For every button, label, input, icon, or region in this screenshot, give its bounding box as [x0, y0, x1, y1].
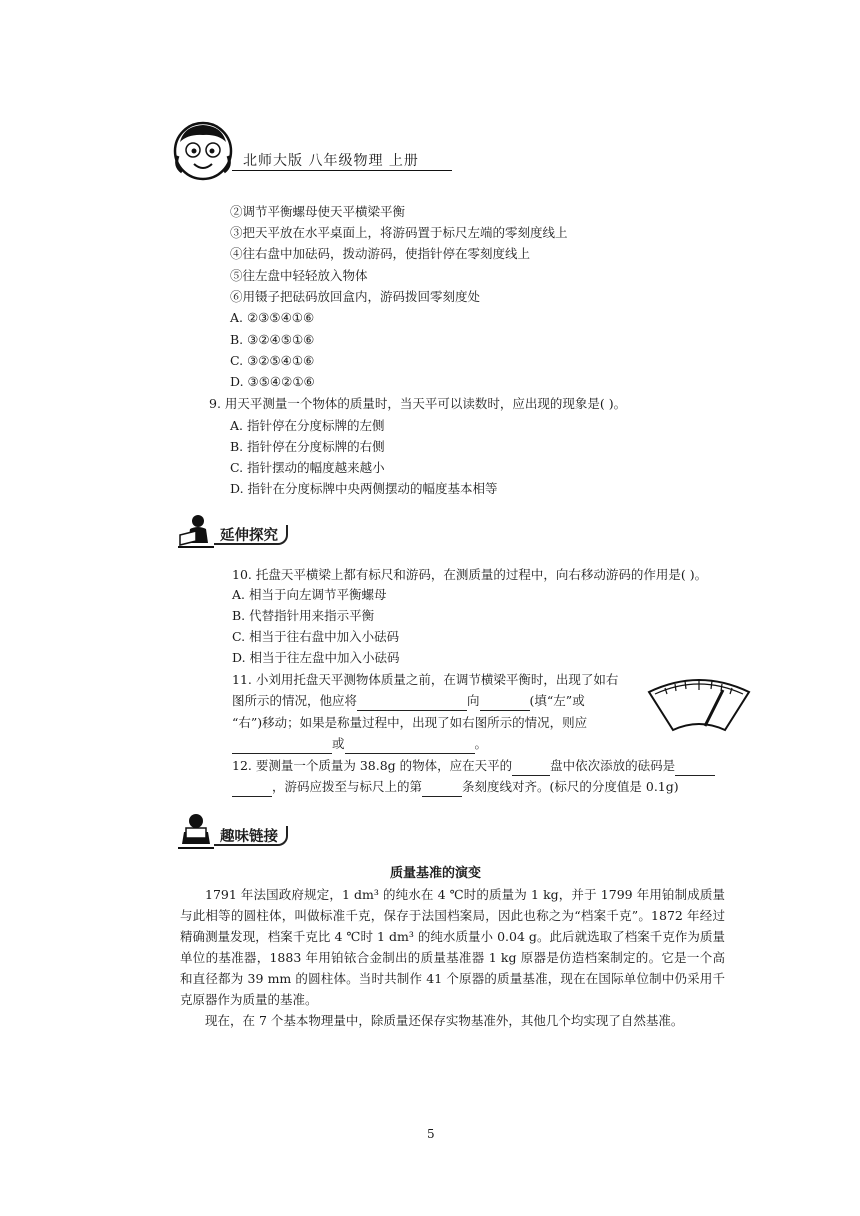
section-fun-title: 趣味链接 — [220, 828, 278, 845]
q10-stem: 10. 托盘天平横梁上都有标尺和游码，在测质量的过程中，向右移动游码的作用是( )。 — [232, 567, 708, 582]
q11-line-4-text-b: 或 — [332, 736, 345, 751]
q10-option-b: B. 代替指针用来指示平衡 — [232, 608, 375, 623]
q12-line-1-text-a: 12. 要测量一个质量为 38.8g 的物体，应在天平的 — [232, 758, 513, 773]
q11-line-2 — [232, 691, 585, 711]
q9-option-d: D. 指针在分度标牌中央两侧摆动的幅度基本相等 — [230, 481, 498, 496]
balance-dial-figure — [643, 668, 755, 740]
article-paragraph-1: 1791 年法国政府规定，1 dm³ 的纯水在 4 ℃时的质量为 1 kg，并于 1799 年用铂制成质量与此相等的圆柱体，叫做标准千克，保存于法国档案局，因此也称之为“档案千克”。1872 年经过精确测量发现，档案千克比 4 ℃时 1 dm³ 的纯水质量小 0.04 g。此后就选取了档案千克作为质量单位的基准器，1883 年用铂铱合金制出的质量基准器 1 kg 原器是仿造档案制定的。它是一个高和直径都为 39 mm 的圆柱体。当时共制作 41 个原器的质量基准，现在在国际单位制中仍采用千克原器作为质量的基准。 — [180, 887, 725, 1007]
page-number: 5 — [427, 1127, 435, 1141]
reading-figure-icon — [176, 513, 216, 549]
q11-blank-2[interactable] — [480, 696, 530, 711]
q8-option-a: A. ②③⑤④①⑥ — [230, 310, 315, 325]
section-extend-banner — [176, 517, 336, 547]
q10-option-d: D. 相当于往左盘中加入小砝码 — [232, 650, 400, 665]
article-title: 质量基准的演变 — [390, 866, 482, 881]
q9-option-a: A. 指针停在分度标牌的左侧 — [230, 418, 385, 433]
q9-option-b: B. 指针停在分度标牌的右侧 — [230, 439, 385, 454]
q10-option-a: A. 相当于向左调节平衡螺母 — [232, 587, 387, 602]
q12-blank-3[interactable] — [232, 782, 272, 797]
section-fun-banner — [176, 818, 336, 848]
q8-option-d: D. ③⑤④②①⑥ — [230, 374, 315, 389]
q12-line-2 — [232, 777, 679, 797]
section-fun-box — [214, 826, 288, 846]
q11-line-3: “右”)移动；如果是称量过程中，出现了如右图所示的情况，则应 — [232, 715, 588, 730]
section-extend-box — [214, 525, 288, 545]
q11-line-1: 11. 小刘用托盘天平测物体质量之前，在调节横梁平衡时，出现了如右 — [232, 672, 619, 687]
q8-option-c: C. ③②⑤④①⑥ — [230, 353, 315, 368]
q11-line-4-text-c: 。 — [474, 736, 488, 751]
q11-line-2-text-b: 向 — [467, 693, 480, 708]
article-paragraph-2: 现在，在 7 个基本物理量中，除质量还保存实物基准外，其他几个均实现了自然基准。 — [205, 1013, 684, 1028]
q8-step-5: ⑤往左盘中轻轻放入物体 — [230, 268, 368, 283]
q10-option-c: C. 相当于往右盘中加入小砝码 — [232, 629, 400, 644]
q11-line-2-text-c: (填“左”或 — [529, 693, 585, 708]
q8-option-b: B. ③②④⑤①⑥ — [230, 332, 315, 347]
mascot-logo — [172, 120, 234, 182]
q8-step-4: ④往右盘中加砝码，拨动游码，使指针停在零刻度线上 — [230, 246, 531, 261]
q12-line-2-text-a: ，游码应拨至与标尺上的第 — [272, 779, 423, 794]
q9-stem: 9. 用天平测量一个物体的质量时，当天平可以读数时，应出现的现象是( )。 — [209, 396, 627, 411]
section-extend-title: 延伸探究 — [220, 527, 278, 544]
q12-blank-1[interactable] — [512, 761, 550, 776]
q12-line-1-text-b: 盘中依次添放的砝码是 — [550, 758, 676, 773]
header-title: 北师大版 八年级物理 上册 — [243, 153, 419, 169]
q8-step-3: ③把天平放在水平桌面上，将游码置于标尺左端的零刻度线上 — [230, 225, 568, 240]
header-rule — [232, 170, 452, 171]
q12-line-2-text-b: 条刻度线对齐。(标尺的分度值是 0.1g) — [462, 779, 679, 794]
q8-step-2: ②调节平衡螺母使天平横梁平衡 — [230, 204, 406, 219]
q11-blank-4[interactable] — [345, 739, 475, 754]
q12-line-1 — [232, 756, 715, 776]
reader-figure-icon — [176, 812, 216, 850]
q11-line-4 — [232, 734, 487, 754]
q8-step-6: ⑥用镊子把砝码放回盒内，游码拨回零刻度处 — [230, 289, 481, 304]
q12-blank-2[interactable] — [675, 761, 715, 776]
q12-blank-4[interactable] — [422, 782, 462, 797]
q11-blank-1[interactable] — [357, 696, 467, 711]
q9-option-c: C. 指针摆动的幅度越来越小 — [230, 460, 385, 475]
q11-blank-3[interactable] — [232, 739, 332, 754]
q11-line-2-text-a: 图所示的情况，他应将 — [232, 693, 358, 708]
